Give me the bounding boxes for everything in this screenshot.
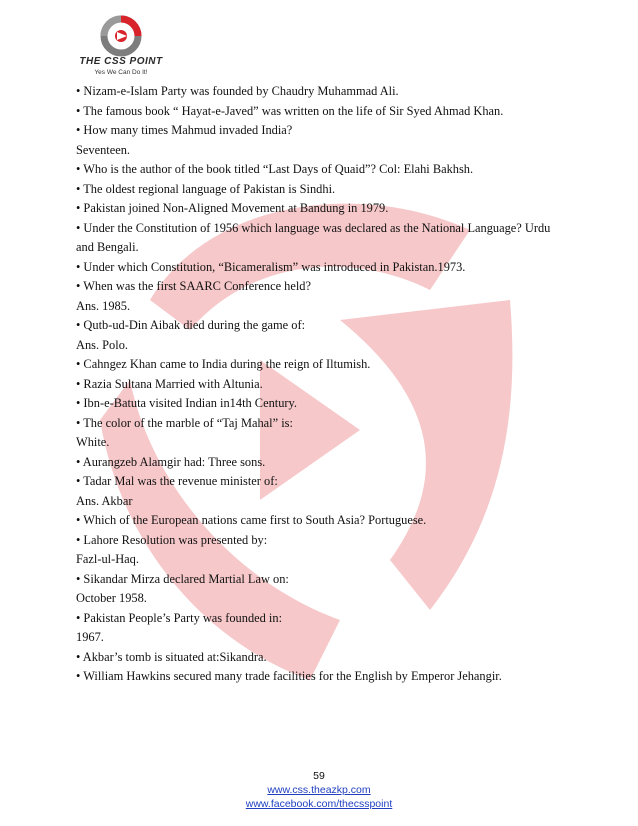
- text-line: • Which of the European nations came first to South Asia? Portuguese.: [76, 513, 427, 527]
- text-line: • The famous book “ Hayat-e-Javed” was written on the life of Sir Syed Ahmad Khan.: [76, 103, 504, 118]
- logo-tagline: Yes We Can Do It!: [94, 69, 148, 76]
- page-number: 59: [313, 770, 325, 782]
- text-line: • Ibn-e-Batuta visited Indian in14th Century.: [76, 396, 298, 410]
- text-line: • The color of the marble of “Taj Mahal” is:: [76, 415, 293, 430]
- text-line: • Sikandar Mirza declared Martial Law on:: [76, 571, 289, 586]
- text-line: • Under which Constitution, “Bicameralism” was introduced in Pakistan.1973.: [76, 259, 466, 274]
- text-line: • Razia Sultana Married with Altunia.: [76, 376, 263, 391]
- page-body: [76, 82, 576, 687]
- text-line: and Bengali.: [76, 240, 139, 254]
- logo-title: THE CSS POINT: [79, 56, 163, 67]
- text-line: • Aurangzeb Alamgir had: Three sons.: [76, 454, 266, 469]
- text-line: • William Hawkins secured many trade facilities for the English by Emperor Jehangir.: [76, 669, 502, 683]
- text-line: • Nizam-e-Islam Party was founded by Chaudry Muhammad Ali.: [76, 84, 399, 98]
- page-footer: [0, 769, 638, 811]
- text-line: • The oldest regional language of Pakistan is Sindhi.: [76, 181, 336, 196]
- text-line: White.: [76, 435, 110, 449]
- text-line: • Cahngez Khan came to India during the reign of Iltumish.: [76, 357, 371, 371]
- text-line: Fazl-ul-Haq.: [76, 552, 139, 566]
- brand-logo: [66, 14, 176, 80]
- facebook-link[interactable]: www.facebook.com/thecsspoint: [245, 798, 393, 810]
- text-line: • Akbar’s tomb is situated at:Sikandra.: [76, 649, 267, 664]
- css-point-logo-icon: [84, 14, 158, 58]
- text-line: • Lahore Resolution was presented by:: [76, 532, 268, 547]
- website-link[interactable]: www.css.theazkp.com: [267, 784, 371, 796]
- text-line: • Who is the author of the book titled “Last Days of Quaid”? Col: Elahi Bakhsh.: [76, 162, 474, 176]
- text-line: Ans. Polo.: [76, 337, 128, 352]
- text-line: • How many times Mahmud invaded India?: [76, 123, 293, 137]
- text-line: • Tadar Mal was the revenue minister of:: [76, 474, 278, 488]
- text-line: 1967.: [76, 630, 104, 644]
- text-line: • Pakistan People’s Party was founded in:: [76, 610, 283, 625]
- text-line: • Pakistan joined Non-Aligned Movement at Bandung in 1979.: [76, 201, 389, 215]
- text-line: • Under the Constitution of 1956 which language was declared as the National Language? Urdu: [76, 220, 551, 235]
- text-line: October 1958.: [76, 591, 147, 605]
- text-line: • Qutb-ud-Din Aibak died during the game of:: [76, 318, 306, 332]
- text-line: Ans. 1985.: [76, 298, 131, 313]
- text-line: Ans. Akbar: [76, 493, 133, 508]
- text-line: • When was the first SAARC Conference held?: [76, 279, 311, 293]
- text-line: Seventeen.: [76, 142, 131, 157]
